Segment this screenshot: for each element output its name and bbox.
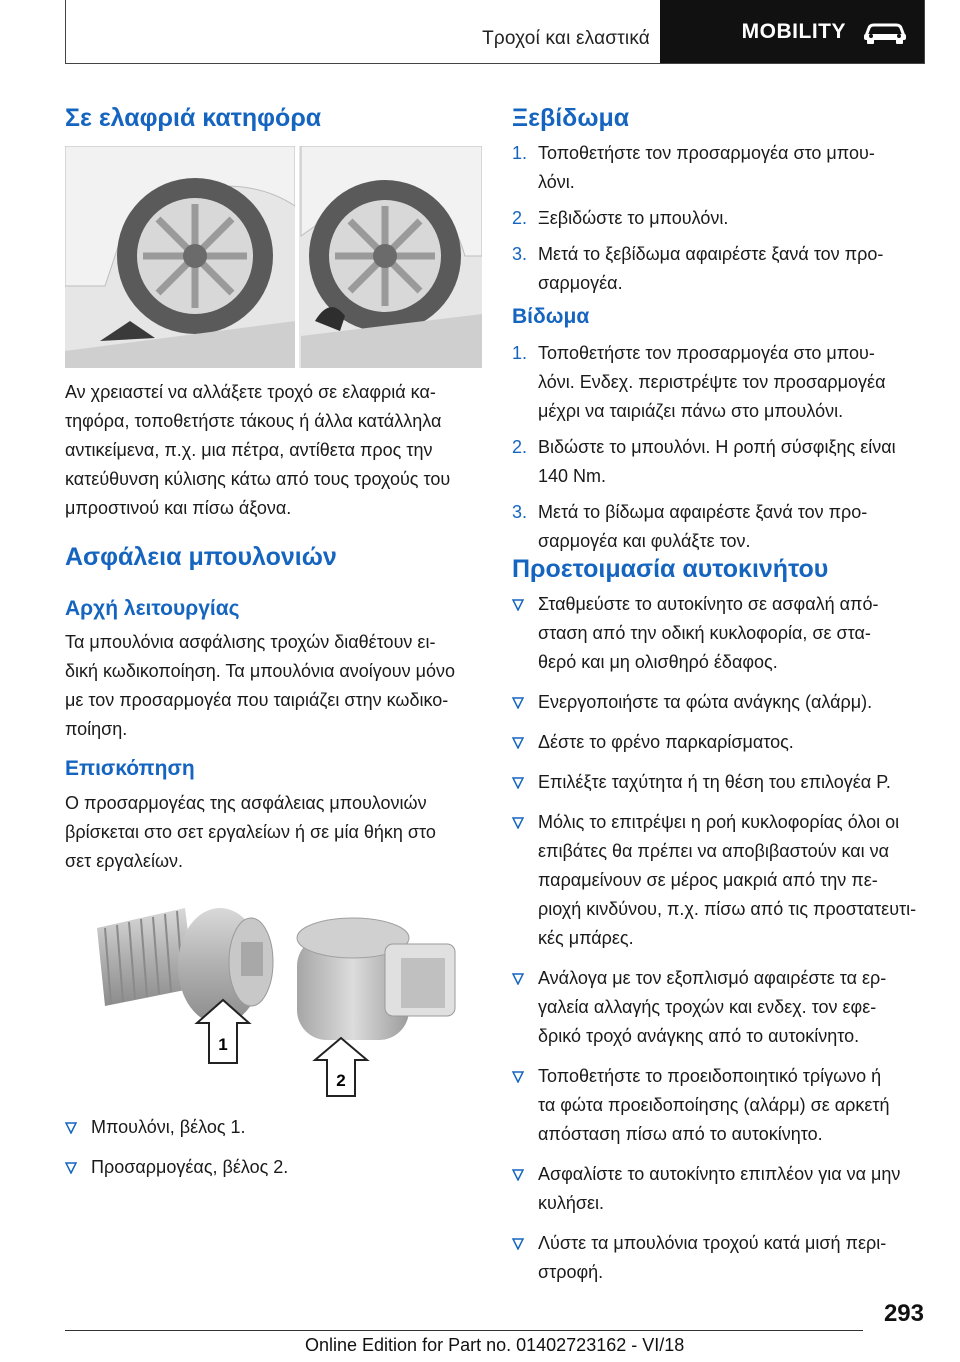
principle-paragraph xyxy=(65,628,482,744)
section-title: Τροχοί και ελαστικά xyxy=(482,28,650,49)
slope-illustration xyxy=(65,146,482,368)
bullet-text: Μπουλόνι, βέλος 1. xyxy=(91,1117,246,1137)
slope-jack-photo xyxy=(65,146,482,368)
bolt-legend-list xyxy=(65,1113,482,1193)
triangle-bullet-icon xyxy=(512,737,524,749)
heading-prepare-vehicle: Προετοιμασία αυτοκινήτου xyxy=(512,555,829,583)
step-number: 1. xyxy=(512,343,528,363)
page-header xyxy=(65,0,925,64)
slope-line: τηφόρα, τοποθετήστε τάκους ή άλλα κατάλληλα xyxy=(65,411,442,431)
step-line: Βιδώστε το μπουλόνι. Η ροπή σύσφιξης είναι xyxy=(538,437,896,457)
heading-overview: Επισκόπηση xyxy=(65,757,195,780)
bullet-line: Δέστε το φρένο παρκαρίσματος. xyxy=(538,732,794,752)
list-item xyxy=(512,1062,926,1149)
slope-line: Αν χρειαστεί να αλλάξετε τροχό σε ελαφριά κα- xyxy=(65,382,436,402)
triangle-bullet-icon xyxy=(512,599,524,611)
step-line: Μετά το βίδωμα αφαιρέστε ξανά τον προ- xyxy=(538,502,868,522)
step-item xyxy=(512,498,926,556)
step-item xyxy=(512,339,926,426)
slope-paragraph xyxy=(65,378,482,523)
bullet-line: γαλεία αλλαγής τροχών και ενδεχ. τον εφε- xyxy=(538,997,877,1017)
arrow-1-label: 1 xyxy=(218,1035,228,1054)
bullet-line: κυλήσει. xyxy=(538,1193,604,1213)
bullet-line: Λύστε τα μπουλόνια τροχού κατά μισή περι- xyxy=(538,1233,887,1253)
overview-line: βρίσκεται στο σετ εργαλείων ή σε μία θήκη στο xyxy=(65,822,436,842)
step-line: Ξεβιδώστε το μπουλόνι. xyxy=(538,208,729,228)
step-line: λόνι. xyxy=(538,172,575,192)
list-item xyxy=(512,808,926,953)
bullet-line: απόσταση πίσω από το αυτοκίνητο. xyxy=(538,1124,823,1144)
principle-line: ποίηση. xyxy=(65,719,128,739)
step-item xyxy=(512,433,926,491)
triangle-bullet-icon xyxy=(512,1169,524,1181)
list-item xyxy=(512,590,926,677)
bullet-line: Ανάλογα με τον εξοπλισμό αφαιρέστε τα ερ- xyxy=(538,968,887,988)
bullet-line: Σταθμεύστε το αυτοκίνητο σε ασφαλή από- xyxy=(538,594,879,614)
bullet-line: στροφή. xyxy=(538,1262,604,1282)
heading-screw: Βίδωμα xyxy=(512,305,590,328)
prepare-list xyxy=(512,590,926,1298)
step-line: 140 Nm. xyxy=(538,466,607,486)
list-item xyxy=(65,1153,482,1182)
bullet-text: Προσαρμογέας, βέλος 2. xyxy=(91,1157,289,1177)
edition-note: Online Edition for Part no. 01402723162 - VI/18 xyxy=(305,1335,685,1355)
heading-principle: Αρχή λειτουργίας xyxy=(65,597,240,620)
step-line: Μετά το ξεβίδωμα αφαιρέστε ξανά τον προ- xyxy=(538,244,884,264)
list-item xyxy=(512,964,926,1051)
list-item xyxy=(512,688,926,717)
bullet-line: θερό και μη ολισθηρό έδαφος. xyxy=(538,652,778,672)
step-number: 1. xyxy=(512,143,528,163)
bullet-line: Τοποθετήστε το προειδοποιητικό τρίγωνο ή xyxy=(538,1066,882,1086)
unscrew-steps xyxy=(512,139,926,305)
overview-line: σετ εργαλείων. xyxy=(65,851,183,871)
slope-line: αντικείμενα, π.χ. μια πέτρα, αντίθετα προς την xyxy=(65,440,433,460)
step-line: σαρμογέα. xyxy=(538,273,623,293)
step-line: σαρμογέα και φυλάξτε τον. xyxy=(538,531,751,551)
triangle-bullet-icon xyxy=(512,973,524,985)
bullet-line: τα φώτα προειδοποίησης (αλάρμ) σε αρκετή xyxy=(538,1095,890,1115)
triangle-bullet-icon xyxy=(512,1238,524,1250)
step-item xyxy=(512,139,926,197)
step-item xyxy=(512,204,926,233)
car-icon xyxy=(862,20,908,44)
overview-line: Ο προσαρμογέας της ασφάλειας μπουλονιών xyxy=(65,793,427,813)
bullet-line: Ενεργοποιήστε τα φώτα ανάγκης (αλάρμ). xyxy=(538,692,873,712)
slope-line: μπροστινού και πίσω άξονα. xyxy=(65,498,292,518)
step-item xyxy=(512,240,926,298)
step-line: λόνι. Ενδεχ. περιστρέψτε τον προσαρμογέα xyxy=(538,372,886,392)
list-item xyxy=(65,1113,482,1142)
bullet-line: δρικό τροχό ανάγκης από το αυτοκίνητο. xyxy=(538,1026,860,1046)
step-line: Τοποθετήστε τον προσαρμογέα στο μπου- xyxy=(538,143,875,163)
list-item xyxy=(512,1229,926,1287)
badge-label: MOBILITY xyxy=(741,19,846,43)
bullet-line: σταση από την οδική κυκλοφορία, σε στα- xyxy=(538,623,871,643)
step-line: Τοποθετήστε τον προσαρμογέα στο μπου- xyxy=(538,343,875,363)
mobility-badge xyxy=(660,0,924,63)
bolt-adapter-illustration xyxy=(65,888,482,1100)
overview-paragraph xyxy=(65,789,482,876)
triangle-bullet-icon xyxy=(65,1122,77,1134)
triangle-bullet-icon xyxy=(512,777,524,789)
bullet-line: ριοχή κινδύνου, π.χ. πίσω από τις προστατευτι- xyxy=(538,899,917,919)
bullet-line: επιβάτες θα πρέπει να αποβιβαστούν και να xyxy=(538,841,890,861)
bullet-line: παραμείνουν σε μέρος μακριά από την πε- xyxy=(538,870,878,890)
principle-line: με τον προσαρμογέα που ταιριάζει στην κωδικο- xyxy=(65,690,449,710)
principle-line: Τα μπουλόνια ασφάλισης τροχών διαθέτουν ει- xyxy=(65,632,436,652)
bullet-line: Μόλις το επιτρέψει η ροή κυκλοφορίας όλοι οι xyxy=(538,812,900,832)
principle-line: δική κωδικοποίηση. Τα μπουλόνια ανοίγουν μόνο xyxy=(65,661,456,681)
step-number: 3. xyxy=(512,502,528,522)
heading-unscrew: Ξεβίδωμα xyxy=(512,104,630,132)
bullet-line: κές μπάρες. xyxy=(538,928,634,948)
footer-divider xyxy=(65,1330,863,1331)
list-item xyxy=(512,1160,926,1218)
step-number: 2. xyxy=(512,437,528,457)
slope-line: κατεύθυνση κύλισης κάτω από τους τροχούς του xyxy=(65,469,451,489)
triangle-bullet-icon xyxy=(512,697,524,709)
bullet-line: Επιλέξτε ταχύτητα ή τη θέση του επιλογέα P. xyxy=(538,772,891,792)
step-number: 2. xyxy=(512,208,528,228)
heading-slope: Σε ελαφριά κατηφόρα xyxy=(65,104,322,132)
step-number: 3. xyxy=(512,244,528,264)
triangle-bullet-icon xyxy=(512,817,524,829)
arrow-2-label: 2 xyxy=(336,1071,346,1090)
triangle-bullet-icon xyxy=(512,1071,524,1083)
list-item xyxy=(512,768,926,797)
bullet-line: Ασφαλίστε το αυτοκίνητο επιπλέον για να μην xyxy=(538,1164,901,1184)
screw-steps xyxy=(512,339,926,563)
triangle-bullet-icon xyxy=(65,1162,77,1174)
list-item xyxy=(512,728,926,757)
page-number: 293 xyxy=(883,1300,924,1327)
heading-wheel-locks: Ασφάλεια μπουλονιών xyxy=(65,543,337,571)
step-line: μέχρι να ταιριάζει πάνω στο μπουλόνι. xyxy=(538,401,844,421)
